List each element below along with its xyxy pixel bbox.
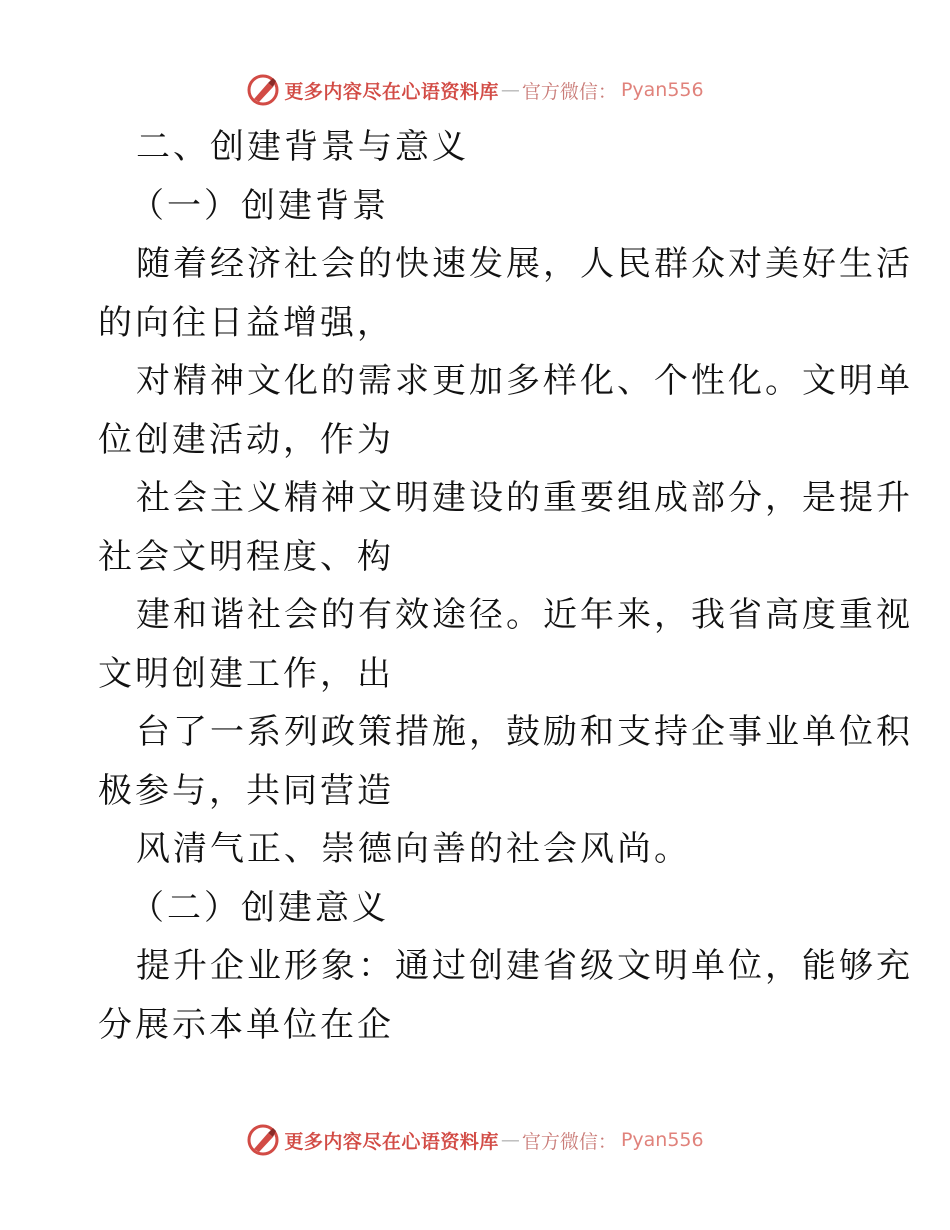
paragraph-line: 极参与，共同营造 bbox=[98, 770, 394, 811]
paragraph-line: 风清气正、崇德向善的社会风尚。 bbox=[136, 829, 691, 869]
document-body bbox=[98, 118, 913, 1054]
paragraph-line: 建和谐社会的有效途径。近年来，我省高度重视 bbox=[136, 595, 913, 635]
watermark-dash: — bbox=[500, 1129, 520, 1151]
subsection-heading-background: （一）创建背景 bbox=[130, 185, 389, 226]
paragraph-line: 对精神文化的需求更加多样化、个性化。文明单 bbox=[136, 361, 913, 401]
footer-watermark bbox=[0, 1120, 950, 1160]
header-watermark bbox=[0, 70, 950, 110]
paragraph-line: 文明创建工作，出 bbox=[98, 653, 394, 694]
section-heading: 二、创建背景与意义 bbox=[136, 127, 469, 167]
watermark-label: 官方微信： bbox=[521, 80, 617, 103]
paragraph-line: 随着经济社会的快速发展，人民群众对美好生活 bbox=[136, 244, 913, 284]
watermark-account: Pyan556 bbox=[620, 1129, 704, 1151]
paragraph-line: 提升企业形象：通过创建省级文明单位，能够充 bbox=[136, 946, 913, 986]
paragraph-line: 台了一系列政策措施，鼓励和支持企事业单位积 bbox=[136, 712, 913, 752]
paragraph-line: 分展示本单位在企 bbox=[98, 1004, 394, 1045]
pen-nib-circle-icon bbox=[246, 73, 280, 107]
subsection-heading-significance: （二）创建意义 bbox=[130, 887, 389, 928]
watermark-title: 更多内容尽在心语资料库 bbox=[284, 80, 499, 103]
watermark-title: 更多内容尽在心语资料库 bbox=[284, 1130, 499, 1153]
paragraph-line: 社会文明程度、构 bbox=[98, 536, 394, 577]
watermark-label: 官方微信： bbox=[521, 1130, 617, 1153]
watermark-dash: — bbox=[500, 79, 520, 101]
watermark-account: Pyan556 bbox=[620, 79, 704, 101]
paragraph-line: 的向往日益增强， bbox=[98, 302, 394, 343]
pen-nib-circle-icon bbox=[246, 1123, 280, 1157]
paragraph-line: 社会主义精神文明建设的重要组成部分，是提升 bbox=[136, 478, 913, 518]
paragraph-line: 位创建活动，作为 bbox=[98, 419, 394, 460]
